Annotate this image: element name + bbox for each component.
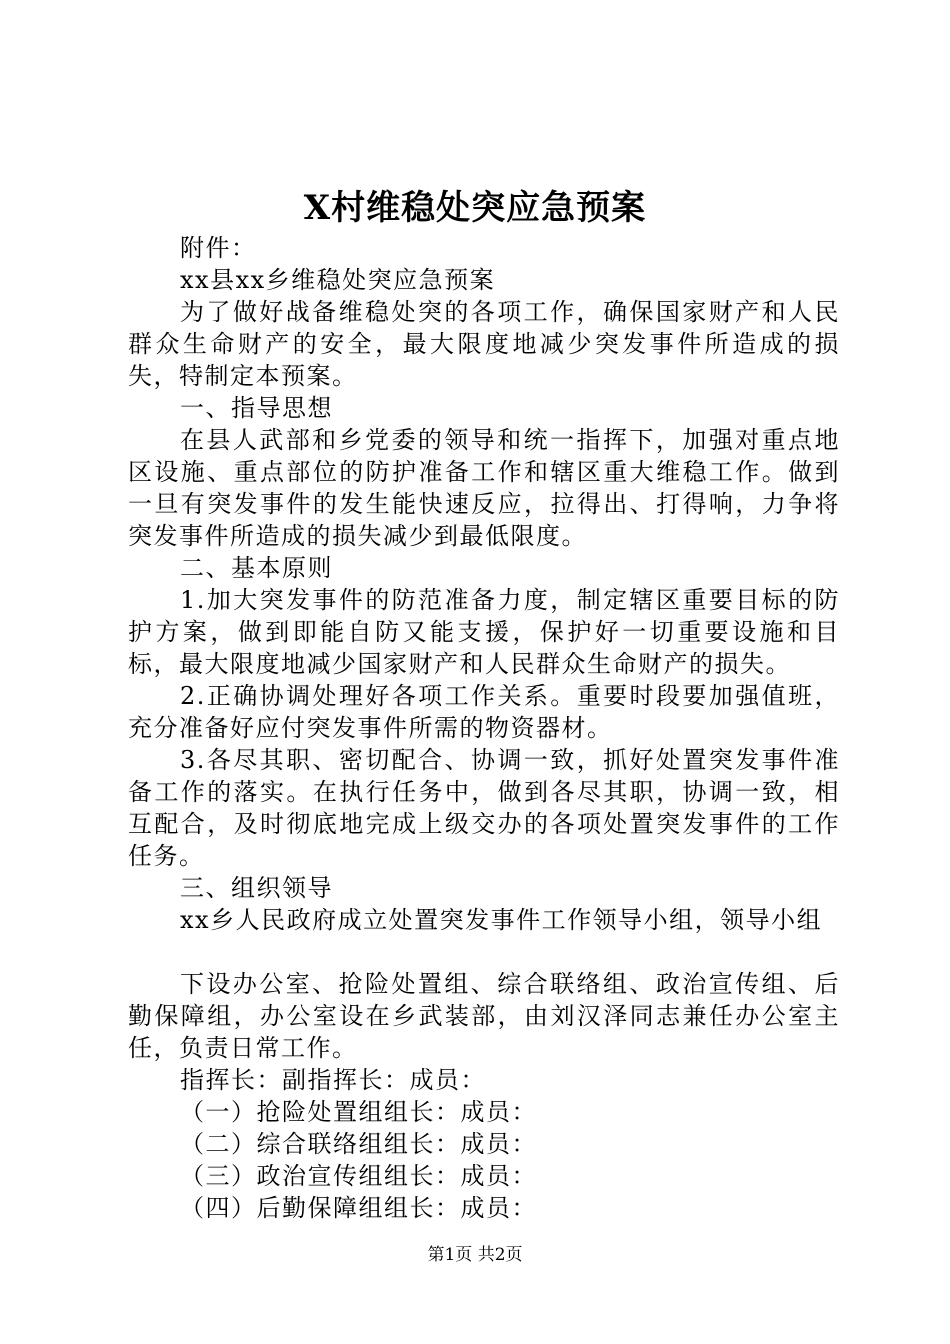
- document-body: [128, 232, 840, 1224]
- intro-paragraph: 为了做好战备维稳处突的各项工作，确保国家财产和人民群众生命财产的安全，最大限度地减少突发事件所造成的损失，特制定本预案。: [128, 298, 840, 390]
- section-heading-organization: 三、组织领导: [180, 874, 333, 902]
- guiding-thought-paragraph: 在县人武部和乡党委的领导和统一指挥下，加强对重点地区设施、重点部位的防护准备工作和辖区重大维稳工作。做到一旦有突发事件的发生能快速反应，拉得出、打得响，力争将突发事件所造成的损失减少到最低限度。: [128, 426, 840, 550]
- section-heading-basic-principles: 二、基本原则: [180, 554, 333, 582]
- attachment-label: 附件：: [180, 234, 257, 262]
- group-line-2: （二）综合联络组组长：成员：: [180, 1130, 537, 1158]
- organization-paragraph: xx乡人民政府成立处置突发事件工作领导小组，领导小组: [180, 906, 823, 934]
- commander-line: 指挥长：副指挥长：成员：: [180, 1066, 486, 1094]
- principle-2: 2.正确协调处理好各项工作关系。重要时段要加强值班，充分准备好应付突发事件所需的物资器材。: [128, 682, 840, 742]
- page-footer: 第1页 共2页: [427, 1245, 523, 1265]
- paragraph-gap: [128, 936, 840, 968]
- office-paragraph: 下设办公室、抢险处置组、综合联络组、政治宣传组、后勤保障组，办公室设在乡武装部，由刘汉泽同志兼任办公室主任，负责日常工作。: [128, 970, 840, 1062]
- group-line-1: （一）抢险处置组组长：成员：: [180, 1098, 537, 1126]
- principle-1: 1.加大突发事件的防范准备力度，制定辖区重要目标的防护方案，做到即能自防又能支援，保护好一切重要设施和目标，最大限度地减少国家财产和人民群众生命财产的损失。: [128, 586, 840, 678]
- principle-3: 3.各尽其职、密切配合、协调一致，抓好处置突发事件准备工作的落实。在执行任务中，做到各尽其职，协调一致，相互配合，及时彻底地完成上级交办的各项处置突发事件的工作任务。: [128, 746, 840, 870]
- document-title: X村维稳处突应急预案: [303, 188, 647, 228]
- plan-name: xx县xx乡维稳处突应急预案: [180, 266, 496, 294]
- group-line-4: （四）后勤保障组组长：成员：: [180, 1194, 537, 1222]
- section-heading-guiding-thought: 一、指导思想: [180, 394, 333, 422]
- group-line-3: （三）政治宣传组组长：成员：: [180, 1162, 537, 1190]
